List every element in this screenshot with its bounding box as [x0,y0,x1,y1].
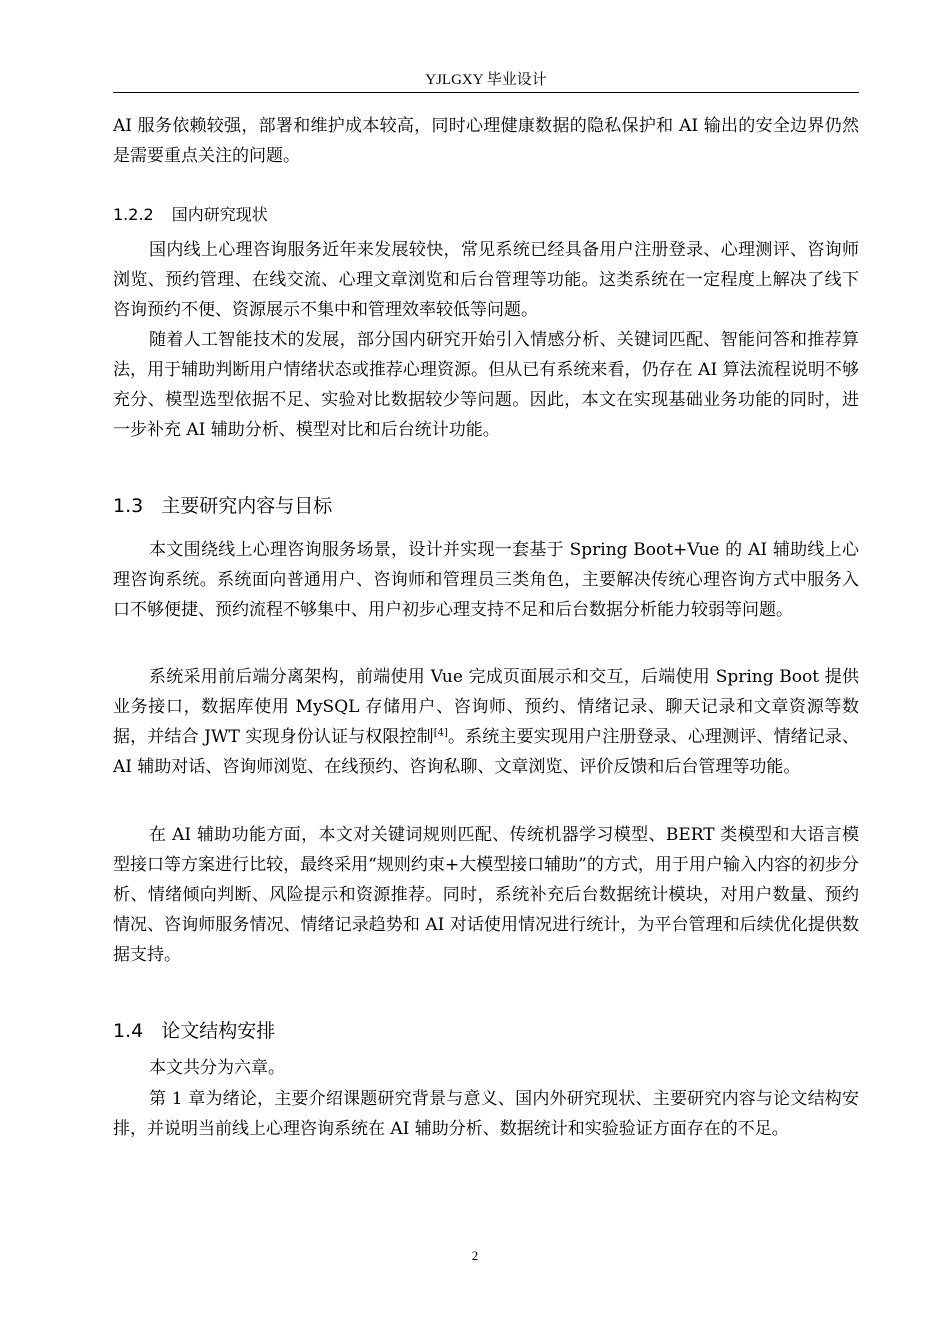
section-heading-1-3 [113,492,332,520]
section-heading-1-4 [113,1017,275,1045]
paragraph-text: 第 1 章为绪论，主要介绍课题研究背景与意义、国内外研究现状、主要研究内容与论文结构安排，并说明当前线上心理咨询系统在 AI 辅助分析、数据统计和实验验证方面存在的不足。 [113,1089,859,1139]
section-title: 主要研究内容与目标 [161,495,333,517]
paragraph-structure-2 [113,1084,859,1144]
paragraph-text: 国内线上心理咨询服务近年来发展较快，常见系统已经具备用户注册登录、心理测评、咨询师浏览、预约管理、在线交流、心理文章浏览和后台管理等功能。这类系统在一定程度上解决了线下咨询预约不便、资源展示不集中和管理效率较低等问题。 [113,240,859,320]
section-heading-1-2-2 [113,203,268,227]
paragraph-text: 本文共分为六章。 [149,1058,285,1078]
section-number: 1.3 [113,495,144,517]
section-title: 论文结构安排 [161,1020,276,1042]
paragraph-text-part: 系统采用前后端分离架构，前端使用 Vue 完成页面展示和交互，后端使用 Spring Boot 提供业务接口，数据库使用 MySQL 存储用户、咨询师、预约、情绪记录、聊天记录和文章资源等数据，并结合 JWT 实现身份认证与权限控制 [113,667,859,747]
paragraph-text: 随着人工智能技术的发展，部分国内研究开始引入情感分析、关键词匹配、智能问答和推荐算法，用于辅助判断用户情绪状态或推荐心理资源。但从已有系统来看，仍存在 AI 算法流程说明不够充分、模型选型依据不足、实验对比数据较少等问题。因此，本文在实现基础业务功能的同时，进一步补充 AI 辅助分析、模型对比和后台统计功能。 [113,330,859,440]
paragraph-content-2 [113,662,859,782]
paragraph-domestic-2 [113,325,859,445]
paragraph-text: 本文围绕线上心理咨询服务场景，设计并实现一套基于 Spring Boot+Vue 的 AI 辅助线上心理咨询系统。系统面向普通用户、咨询师和管理员三类角色，主要解决传统心理咨询方式中服务入口不够便捷、预约流程不够集中、用户初步心理支持不足和后台数据分析能力较弱等问题。 [113,540,859,620]
paragraph-structure-1 [113,1053,859,1083]
paragraph-content-3 [113,820,859,970]
paragraph-text-part: 。系统主要实现用户注册登录、心理测评、情绪记录、AI 辅助对话、咨询师浏览、在线预约、咨询私聊、文章浏览、评价反馈和后台管理等功能。 [113,727,860,777]
paragraph-text: 在 AI 辅助功能方面，本文对关键词规则匹配、传统机器学习模型、BERT 类模型和大语言模型接口等方案进行比较，最终采用“规则约束+大模型接口辅助”的方式，用于用户输入内容的初步分析、情绪倾向判断、风险提示和资源推荐。同时，系统补充后台数据统计模块，对用户数量、预约情况、咨询师服务情况、情绪记录趋势和 AI 对话使用情况进行统计，为平台管理和后续优化提供数据支持。 [113,825,859,965]
paragraph-domestic-1 [113,235,859,325]
paragraph-text [113,662,859,782]
page-number: 2 [471,1248,479,1263]
citation-reference[interactable]: [4] [433,727,448,739]
paragraph-content-1 [113,535,859,625]
paragraph-continued [113,111,859,171]
section-number: 1.2.2 [113,205,154,224]
section-title: 国内研究现状 [171,205,268,224]
paragraph-text: AI 服务依赖较强，部署和维护成本较高，同时心理健康数据的隐私保护和 AI 输出的安全边界仍然是需要重点关注的问题。 [113,116,859,166]
page-header: YJLGXY 毕业设计 [425,72,547,88]
section-number: 1.4 [113,1020,144,1042]
header-divider [113,92,859,93]
